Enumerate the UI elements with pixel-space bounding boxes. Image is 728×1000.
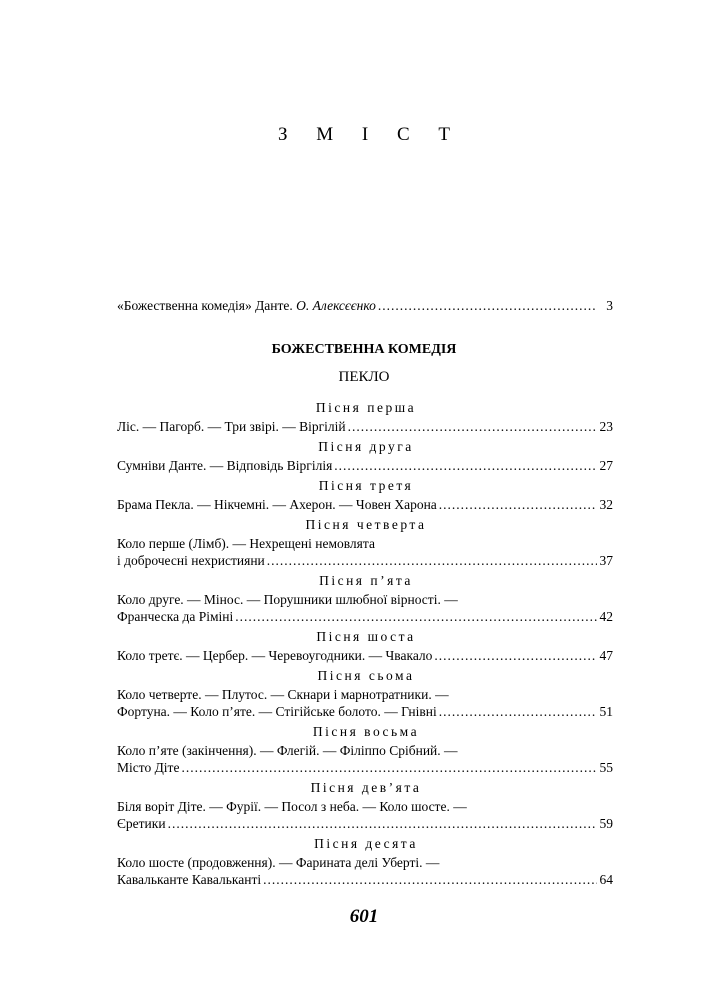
toc-entry-author: О. Алексєєнко [296, 298, 376, 313]
toc-entry-row [117, 759, 613, 776]
toc-page-number: 51 [599, 704, 613, 719]
toc-entry-row [117, 418, 613, 435]
toc-entry [117, 535, 613, 569]
canto-heading: Пісня дев’ята [310, 780, 422, 795]
toc-entry-row [117, 496, 613, 513]
toc-entry-text: Сумніви Данте. — Відповідь Віргілія [117, 458, 333, 473]
toc-page-number: 55 [599, 760, 613, 775]
dot-leader [439, 496, 597, 513]
canto-heading: Пісня шоста [316, 629, 416, 644]
dot-leader [348, 418, 597, 435]
toc-entry [117, 591, 613, 625]
toc-page-number: 3 [606, 298, 613, 313]
toc-page-number: 64 [599, 872, 613, 887]
dot-leader [439, 703, 597, 720]
dot-leader [434, 647, 597, 664]
toc-entry-text: Місто Діте [117, 760, 180, 775]
canto-heading: Пісня п’ята [319, 573, 413, 588]
part-title: ПЕКЛО [338, 369, 390, 385]
toc-page-number: 27 [599, 458, 613, 473]
dot-leader [267, 552, 597, 569]
toc-entry-line: Коло четверте. — Плутос. — Скнари і марнотратники. — [117, 687, 449, 702]
toc-entry-text: Ліс. — Пагорб. — Три звірі. — Віргілій [117, 419, 346, 434]
toc-page-number: 37 [599, 553, 613, 568]
canto-heading: Пісня друга [318, 439, 414, 454]
dot-leader [168, 815, 597, 832]
toc-entry-text: Франческа да Ріміні [117, 609, 234, 624]
canto-heading: Пісня десята [314, 836, 418, 851]
toc-entry [117, 418, 613, 435]
canto-heading: Пісня сьома [317, 668, 415, 683]
toc-entry [117, 457, 613, 474]
dot-leader [181, 759, 597, 776]
page-number: 601 [349, 906, 379, 927]
dot-leader [378, 297, 597, 314]
toc-page-number: 32 [599, 497, 613, 512]
toc-entry-text: Коло третє. — Цербер. — Черевоугодники. — Чвакало [117, 648, 433, 663]
toc-entry-line: Біля воріт Діте. — Фурії. — Посол з неба. — Коло шосте. — [117, 799, 467, 814]
toc-entry-line: Коло друге. — Мінос. — Порушники шлюбної вірності. — [117, 592, 458, 607]
dot-leader [334, 457, 597, 474]
toc-entry-line: Коло шосте (продовження). — Фарината делі Уберті. — [117, 855, 440, 870]
toc-entry-row [117, 703, 613, 720]
canto-heading: Пісня перша [315, 400, 417, 415]
toc-entry-row [117, 647, 613, 664]
toc-entry [117, 798, 613, 832]
toc-page-number: 23 [599, 419, 613, 434]
toc-entry-text: Брама Пекла. — Нікчемні. — Ахерон. — Човен Харона [117, 497, 437, 512]
toc-entry-row [117, 608, 613, 625]
section-title: БОЖЕСТВЕННА КОМЕДІЯ [271, 342, 457, 357]
toc-page-number: 59 [599, 816, 613, 831]
toc-entry-text: Кавальканте Кавальканті [117, 872, 262, 887]
toc-entry-text: «Божественна комедія» Данте. О. Алексєєнко [117, 298, 376, 313]
toc-entry-text: Фортуна. — Коло п’яте. — Стігійське болото. — Гнівні [117, 704, 437, 719]
dot-leader [263, 871, 597, 888]
toc-entry-row [117, 815, 613, 832]
toc-entry-intro [117, 297, 613, 314]
toc-entry-row [117, 457, 613, 474]
toc-entry-text: Єретики [117, 816, 166, 831]
canto-heading: Пісня третя [318, 478, 414, 493]
toc-entry [117, 647, 613, 664]
toc-entry [117, 742, 613, 776]
page-title: З М І С Т [277, 124, 463, 145]
dot-leader [235, 608, 597, 625]
toc-page-number: 47 [599, 648, 613, 663]
toc-entry [117, 854, 613, 888]
toc-entry [117, 496, 613, 513]
toc-entry-line: Коло п’яте (закінчення). — Флегій. — Філіппо Срібний. — [117, 743, 458, 758]
canto-heading: Пісня четверта [305, 517, 427, 532]
table-of-contents [117, 399, 613, 891]
toc-entry-row [117, 552, 613, 569]
toc-entry-text: і доброчесні нехристияни [117, 553, 265, 568]
canto-heading: Пісня восьма [312, 724, 420, 739]
toc-entry-row [117, 871, 613, 888]
toc-page-number: 42 [599, 609, 613, 624]
toc-entry-line: Коло перше (Лімб). — Нехрещені немовлята [117, 536, 375, 551]
toc-entry [117, 686, 613, 720]
